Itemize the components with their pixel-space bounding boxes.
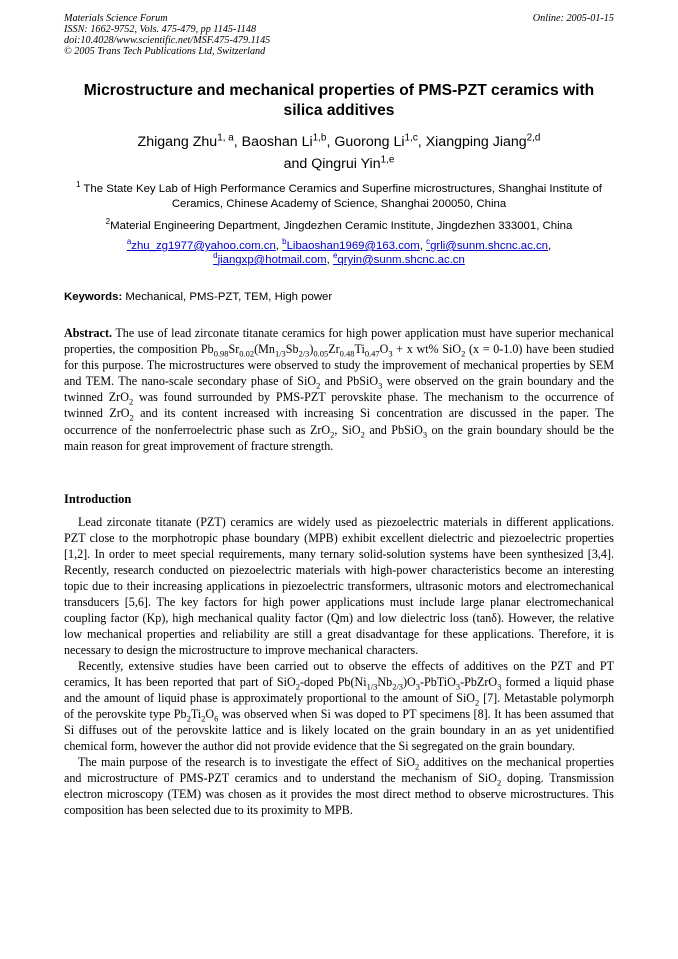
keywords (64, 291, 614, 303)
author-affil-sup: 1,e (380, 154, 395, 166)
affiliation-2: $^2$Material Engineering Department, Jingdezhen Ceramic Institute, Jingdezhen 333001, China (105, 217, 573, 232)
author-affil-sup: 1, a (217, 132, 234, 144)
author-name: Xiangping Jiang (425, 134, 527, 150)
email-link[interactable]: $^c$grli@sunm.shcnc.ac.cn (426, 237, 548, 252)
author-list: Zhigang Zhu$^{1, a}$, Baoshan Li$^{1,b}$, Guorong Li$^{1,c}$, Xiangping Jiang$^{2,d}$ and Qingrui Yin$^{1,e}$ (137, 132, 541, 172)
email-link[interactable]: $^d$jiangxp@hotmail.com (213, 251, 327, 266)
affiliation-1: $^1$ The State Key Lab of High Performance Ceramics and Superfine microstructures, Shanghai Institute of Ceramics, Chinese Academy of Science, Shanghai 200050, China (76, 180, 602, 210)
author-name: Zhigang Zhu (137, 134, 218, 150)
paragraph: Recently, extensive studies have been carried out to observe the effects of additives on the PZT and PT ceramics, It has been reported that part of SiO$_2$-doped $Pb(Ni_{1/3}Nb_{2/3})O_3-PbTiO_3-PbZrO_3$ formed a liquid phase and the amount of liquid phase is approximately proportional to the amount of SiO$_2$ [7]. Metastable polymorph of the perovskite type $Pb_2Ti_2O_6$ was observed when Si was doped to PT specimens [8]. It has been assumed that Si diffuses out of the perovskite lattice and is likely located on the grain boundary in an as yet unidentified chemical form, however the author did not provide evidence that the Si segregated on the grain boundary. (64, 659, 614, 753)
introduction-body (64, 514, 614, 818)
paper-title: Microstructure and mechanical properties of PMS-PZT ceramics with silica additives (83, 82, 595, 119)
author-name: Qingrui Yin (311, 156, 381, 172)
keywords-label: Keywords: (64, 291, 123, 303)
author-name: Baoshan Li (241, 134, 313, 150)
author-affil-sup: 1,c (404, 132, 418, 144)
journal-header (64, 13, 614, 57)
email-list: $^a$zhu_zg1977@yahoo.com.cn, $^b$Libaoshan1969@163.com, $^c$grli@sunm.shcnc.ac.cn, $^d$jiangxp@hotmail.com, $^e$qryin@sunm.shcnc.ac.cn (126, 237, 552, 266)
author-affil-sup: 2,d (526, 132, 541, 144)
paragraph: Lead zirconate titanate (PZT) ceramics are widely used as piezoelectric materials in different applications. PZT close to the morphotropic phase boundary (MPB) exhibit excellent dielectric and piezoelectric properties [1,2]. In order to meet special requirements, many ternary solid-solution systems have been synthesized [3,4]. Recently, research conducted on piezoelectric materials with high-power characteristics become an interesting topic due to their increasing applications in piezoelectric transformers, ultrasonic motors and electromechanical transducers [5,6]. The key factors for high power applications must include large planar electromechanical coupling factor (Kp), high mechanical quality factor (Qm) and low dielectric loss (tanδ). However, the relative low mechanical properties and reliability are still a great disadvantage for these applications. Therefore, it is necessary to design the microstructure to improve mechanical characters. (64, 515, 614, 657)
abstract-label: Abstract. (64, 326, 113, 340)
online-date: Online: 2005-01-15 (532, 13, 614, 24)
email-link[interactable]: $^e$qryin@sunm.shcnc.ac.cn (332, 251, 465, 266)
email-link[interactable]: $^b$Libaoshan1969@163.com (282, 237, 420, 252)
abstract: Abstract. The use of lead zirconate titanate ceramics for high power application must have superior mechanical properties, the composition $Pb_{0.98}Sr_{0.02}(Mn_{1/3}Sb_{2/3})_{0.05}Zr_{0.48}Ti_{0.47}O_3 + x$ wt% SiO$_2$ (x = 0-1.0) have been studied for this purpose. The microstructures were observed to study the improvement of mechanical properties by SEM and TEM. The nano-scale secondary phase of SiO$_2$ and PbSiO$_3$ were observed on the grain boundary and the twinned ZrO$_2$ was found surrounded by PMS-PZT perovskite phase. The mechanism to the occurrence of twinned ZrO$_2$ and its content increased with increasing Si concentration are discussed in the paper. The occurrence of the nonferroelectric phase such as ZrO$_2$, SiO$_2$ and PbSiO$_3$ on the grain boundary should be the main reason for great improvement of fracture strength. (64, 326, 615, 453)
paragraph: The main purpose of the research is to investigate the effect of SiO$_2$ additives on the mechanical properties and microstructure of PMS-PZT ceramics and to understand the mechanism of SiO$_2$ doping. Transmission electron microscopy (TEM) was chosen as it provides the most direct method to observe microstructures. This composition has been selected due to its proximity to MPB. (64, 755, 614, 817)
author-name: Guorong Li (334, 134, 405, 150)
journal-issn: ISSN: 1662-9752, Vols. 475-479, pp 1145-1148 (64, 24, 257, 35)
section-heading-introduction: Introduction (64, 492, 132, 506)
keywords-text: Mechanical, PMS-PZT, TEM, High power (122, 291, 333, 303)
journal-doi: doi:10.4028/www.scientific.net/MSF.475-479.1145 (64, 35, 271, 46)
journal-copyright: © 2005 Trans Tech Publications Ltd, Switzerland (64, 46, 266, 57)
author-affil-sup: 1,b (312, 132, 327, 144)
journal-name: Materials Science Forum (64, 13, 168, 24)
email-link[interactable]: $^a$zhu_zg1977@yahoo.com.cn (126, 237, 276, 252)
